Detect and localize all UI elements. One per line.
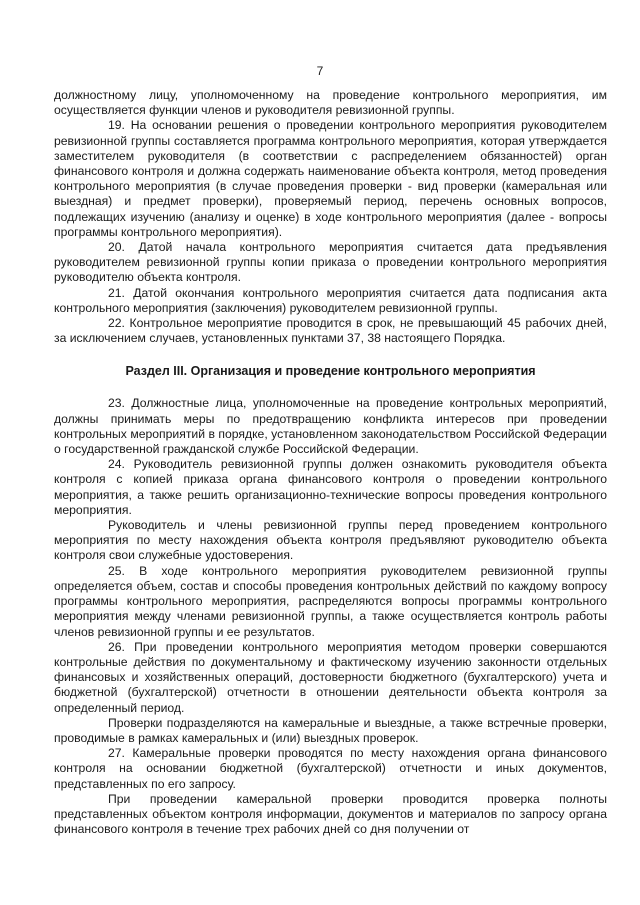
- spacer: [54, 387, 607, 396]
- paragraph-26-continued: Проверки подразделяются на камеральные и выездные, а также встречные проверки, проводимые в рамках камеральных и (или) выездных проверок.: [54, 715, 607, 745]
- paragraph-20: 20. Датой начала контрольного мероприятия считается дата предъявления руководителем ревизионной группы копии приказа о проведении контрольного мероприятия руководителю объекта контроля.: [54, 240, 607, 285]
- paragraph-25: 25. В ходе контрольного мероприятия руководителем ревизионной группы определяется объем, состав и способы проведения контрольных действий по каждому вопросу программы контрольного мероприятия, распределяются вопросы программы контрольного мероприятия между членами ревизионной группы, а также осуществляется контроль работы членов ревизионной группы и ее результатов.: [54, 563, 607, 639]
- paragraph-19: 19. На основании решения о проведении контрольного мероприятия руководителем ревизионной группы составляется программа контрольного мероприятия, которая утверждается заместителем руководителя (в соответствии с распределением обязанностей) орган финансового контроля и должна содержать наименование объекта контроля, метод проведения контрольного мероприятия (в случае проведения проверки - вид проверки (камеральная или выездная) и предмет проверки), проверяемый период, перечень основных вопросов, подлежащих изучению (анализу и оценке) в ходе контрольного мероприятия (далее - вопросы программы контрольного мероприятия).: [54, 118, 607, 239]
- section-heading: Раздел III. Организация и проведение контрольного мероприятия: [125, 364, 536, 379]
- document-body: [54, 88, 607, 837]
- paragraph-24-continued: Руководитель и члены ревизионной группы перед проведением контрольного мероприятия по месту нахождения объекта контроля предъявляют руководителю объекта контроля свои служебные удостоверения.: [54, 518, 607, 563]
- paragraph-24: 24. Руководитель ревизионной группы должен ознакомить руководителя объекта контроля с копией приказа органа финансового контроля о проведении контрольного мероприятия, а также решить организационно-технические вопросы проведения контрольного мероприятия.: [54, 457, 607, 517]
- paragraph-continuation: должностному лицу, уполномоченному на проведение контрольного мероприятия, им осуществляется функции членов и руководителя ревизионной группы.: [54, 88, 607, 118]
- spacer: [54, 346, 607, 355]
- paragraph-22: 22. Контрольное мероприятие проводится в срок, не превышающий 45 рабочих дней, за исключением случаев, установленных пунктами 37, 38 настоящего Порядка.: [54, 316, 607, 346]
- paragraph-21: 21. Датой окончания контрольного мероприятия считается дата подписания акта контрольного мероприятия (заключения) руководителем ревизионной группы.: [54, 285, 607, 315]
- paragraph-27-continued: При проведении камеральной проверки проводится проверка полноты представленных объектом контроля информации, документов и материалов по запросу органа финансового контроля в течение трех рабочих дней со дня получении от: [54, 791, 607, 837]
- paragraph-26: 26. При проведении контрольного мероприятия методом проверки совершаются контрольные действия по документальному и фактическому изучению законности отдельных финансовых и хозяйственных операций, достоверности бюджетного (бухгалтерского) учета и бюджетной (бухгалтерской) отчетности в отношении деятельности объекта контроля за определенный период.: [54, 639, 607, 715]
- page-number: 7: [316, 64, 324, 78]
- paragraph-23: 23. Должностные лица, уполномоченные на проведение контрольных мероприятий, должны принимать меры по предотвращению конфликта интересов при проведении контрольных мероприятий в порядке, установленном законодательством Российской Федерации о государственной гражданской службе Российской Федерации.: [54, 396, 607, 457]
- paragraph-27: 27. Камеральные проверки проводятся по месту нахождения органа финансового контроля на основании бюджетной (бухгалтерской) отчетности и иных документов, представленных по его запросу.: [54, 746, 607, 791]
